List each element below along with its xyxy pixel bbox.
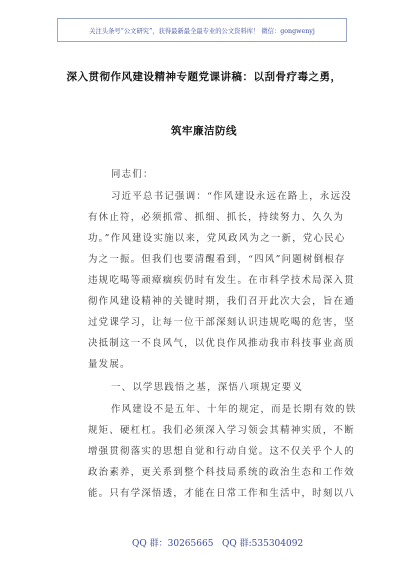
section-heading: 一、以学思践悟之基，深悟八项规定要义 (111, 382, 304, 393)
salutation: 同志们： (111, 169, 154, 180)
header-banner-text: 关注头条号“公文研究”，获得最新最全最专业的公文资料库！ 微信：gongwenyj (89, 27, 315, 35)
footer-qq-group-2: QQ 群:535304092 (222, 539, 304, 549)
document-title-line-2: 筑牢廉洁防线 (171, 125, 237, 137)
body-line: 作风建设不是五年、十年的规定，而是长期有效的铁 (111, 404, 357, 415)
body-line: 彻作风建设精神的关键时期，我们召开此次大会，旨在通 (88, 296, 355, 307)
body-line: 规矩、硬杠杠。我们必须深入学习领会其精神实质，不断 (88, 425, 355, 436)
header-banner (57, 18, 347, 42)
body-line: 违规吃喝等顽瘴痼疾仍时有发生。在市科学技术局深入贯 (88, 275, 355, 286)
body-line: 功。”作风建设实施以来，党风政风为之一新，党心民心 (88, 233, 346, 244)
body-line: 政治素养，更关系到整个科技局系统的政治生态和工作效 (88, 467, 355, 478)
body-line: 能。只有学深悟透，才能在日常工作和生活中，时刻以八 (88, 488, 355, 499)
body-line: 决抵制这一不良风气，以优良作风推动我市科技事业高质 (88, 338, 355, 349)
body-line: 增强贯彻落实的思想自觉和行动自觉。这不仅关乎个人的 (88, 446, 355, 457)
body-line: 为之一振。但我们也要清醒看到，“四风”问题树倒根存 (88, 254, 346, 265)
body-line: 量发展。 (88, 359, 131, 370)
body-line: 过党课学习，让每一位干部深刻认识违规吃喝的危害，坚 (88, 317, 355, 328)
document-title-line-1: 深入贯彻作风建设精神专题党课讲稿：以刮骨疗毒之勇， (66, 71, 342, 83)
footer-qq-group-1: QQ 群：30265665 (132, 539, 214, 549)
body-line: 有休止符，必须抓常、抓细、抓长，持续努力、久久为 (88, 212, 345, 223)
body-line: 习近平总书记强调：“作风建设永远在路上，永远没 (111, 191, 352, 202)
